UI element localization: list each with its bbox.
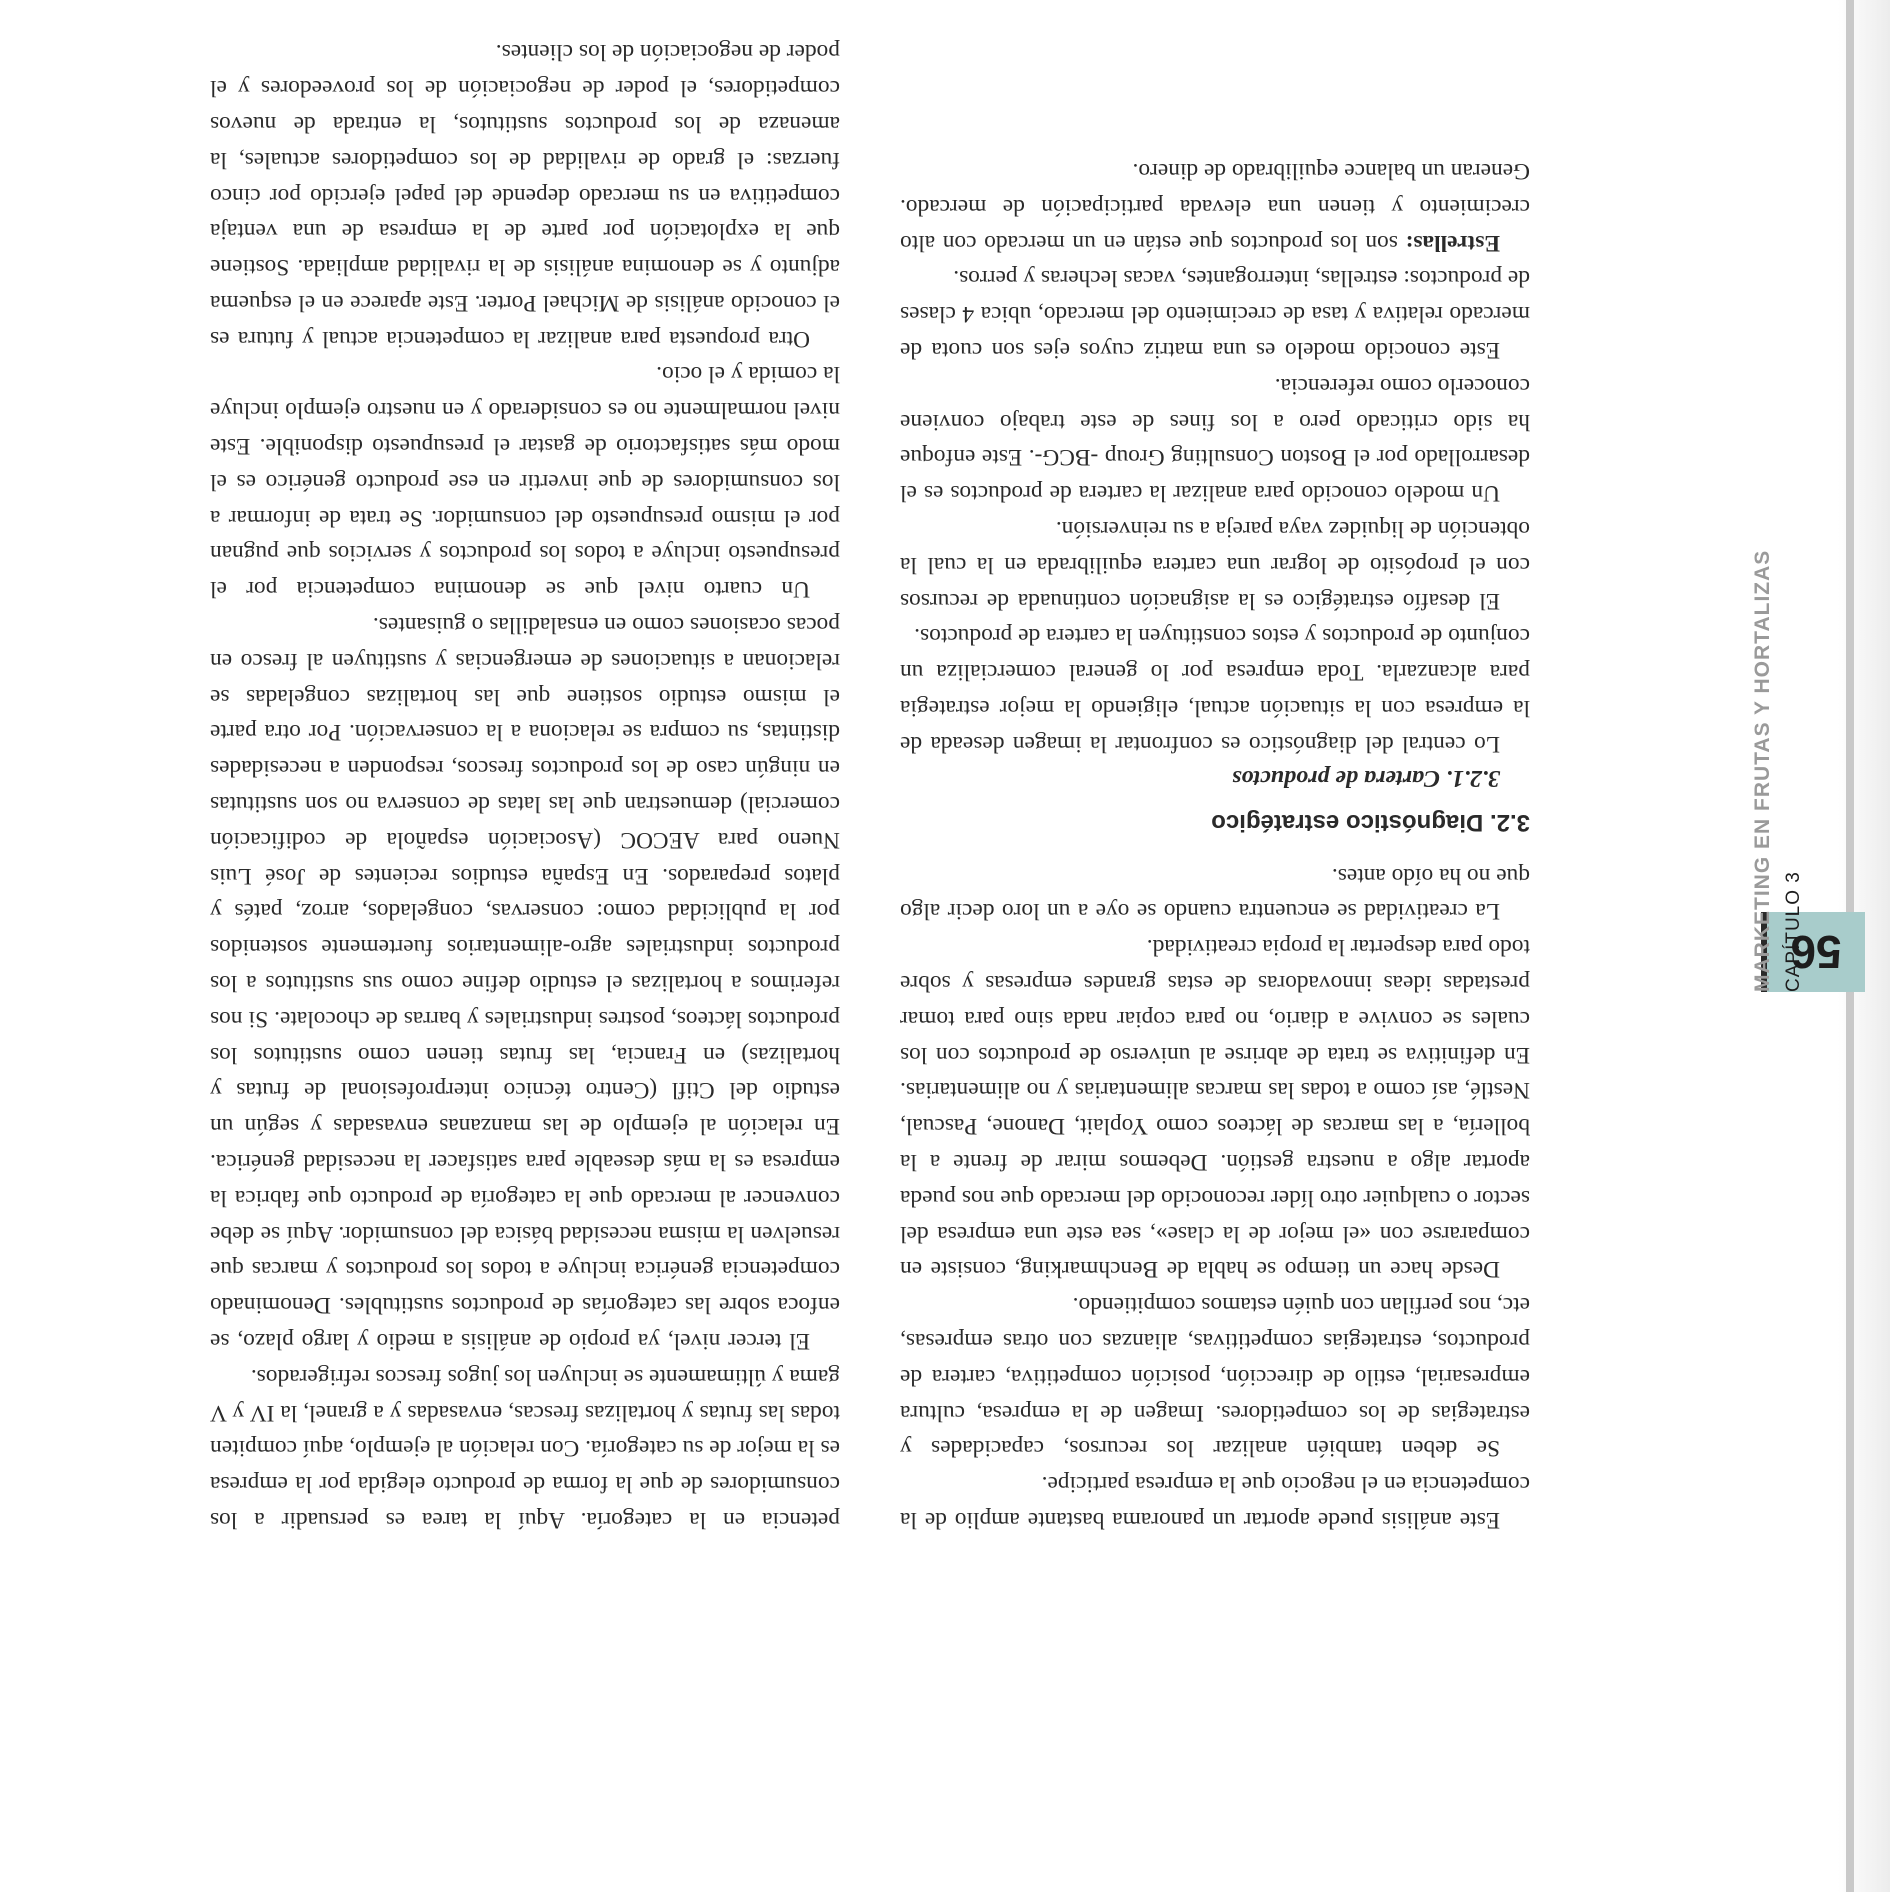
term-definition: son los productos que están en un mercado con alto crecimiento y tienen una elevada participación de mercado. Generan un balance equilibrado de dinero.: [900, 158, 1530, 256]
book-title: MARKETING EN FRUTAS Y HORTALIZAS: [1751, 549, 1774, 992]
right-text-column: [210, 34, 840, 1537]
paragraph: Este análisis puede aportar un panorama bastante amplio de la competencia en el negocio que la empresa participe.: [900, 1471, 1530, 1533]
paragraph: Otra propuesta para analizar la competencia actual y futura es el conocido análisis de Michael Porter. Este aparece en el esquema adjunto y se denomina análisis de la rivalidad ampliada. Sostiene que la explotación por parte de la empresa de una ventaja competitiva en su mercado depende del papel ejercido por cinco fuerzas: el grado de rivalidad de los competidores actuales, la amenaza de los productos sustitutos, la entrada de nuevos competidores, el poder de negociación de los proveedores y el poder de negociación de los clientes.: [210, 39, 840, 352]
paragraph: Este conocido modelo es una matriz cuyos ejes son cuota de mercado relativa y tasa de crecimiento del mercado, ubica 4 clases de productos: estrellas, interrogantes, vacas lecheras y perros.: [900, 265, 1530, 364]
paragraph: El desafío estratégico es la asignación continuada de recursos con el propósito de lograr una cartera equilibrada en la cual la obtención de liquidez vaya pareja a su reinversión.: [900, 516, 1530, 614]
running-header: [1745, 52, 1865, 992]
paragraph: Desde hace un tiempo se habla de Benchmarking, consiste en compararse con «el mejor de la clase», sea este una empresa del sector o cualquier otro líder reconocido del mercado que nos pueda aportar algo a nuestra gestión. Debemos mirar de frente a la bollería, a las marcas de lácteos como Yoplait, Danone, Pascual, Nestlé, así como a todas las marcas alimentarias y no alimentarias. En definitiva se trata de abrirse al universo de productos con los cuales se convive a diario, no para copiar nada sino para tomar prestadas ideas innovadoras de estas grandes empresas y sobre todo para despertar la propia creatividad.: [900, 934, 1530, 1283]
paragraph: Lo central del diagnóstico es confrontar la imagen deseada de la empresa con la situación actual, eligiendo la mejor estrategia para alcanzarla. Toda empresa por lo general comercializa un conjunto de productos y estos constituyen la cartera de productos.: [900, 623, 1530, 757]
term-label: Estrellas:: [1405, 229, 1500, 256]
paragraph: La creatividad se encuentra cuando se oye a un loro decir algo que no ha oído antes.: [900, 862, 1530, 925]
paragraph: [900, 152, 1530, 259]
page-number: 56: [1790, 926, 1842, 978]
section-heading: 3.2. Diagnóstico estratégico: [1211, 808, 1530, 836]
chapter-label: CAPÍTULO 3: [1783, 871, 1804, 992]
paragraph: El tercer nivel, ya propio de análisis a medio y largo plazo, se enfoca sobre las categorías de productos sustitubles. Denominado competencia genérica incluye a todos los productos y marcas que resuelven la misma necesidad básica del consumidor. Aquí se debe convencer al mercado que la categoría de producto que fabrica la empresa es la más deseable para satisfacer la necesidad genérica. En relación al ejemplo de las manzanas envasadas y según un estudio del Ctifl (Centro técnico interprofesional de frutas y hortalizas) en Francia, las frutas tienen como sustitutos los productos lácteos, postres industriales y barras de chocolate. Si nos referimos a hortalizas el estudio define como sus sustitutos a los productos industriales agro-alimentarios fuertemente sostenidos por la publicidad como: conservas, congelados, arroz, patés y platos preparados. En España estudios recientes de José Luis Nueno para AECOC (Asociación española de codificación comercial) demuestran que las latas de conserva no son sustitutas en ningún caso de los productos frescos, responden a necesidades distintas, su compra se relaciona a la conservación. Por otra parte el mismo estudio sostiene que las hortalizas congeladas se relacionan a situaciones de emergencias y sustituyen al fresco en pocas ocasiones como en ensaladillas o guisantes.: [210, 612, 840, 1355]
left-text-column: [900, 152, 1530, 1537]
paragraph: Un modelo conocido para analizar la cartera de productos es el desarrollado por el Boston Consulting Group -BCG-. Este enfoque ha sido criticado pero a los fines de este trabajo conviene conocerlo como referencia.: [900, 372, 1530, 507]
paragraph: Un cuarto nivel que se denomina competencia por el presupuesto incluye a todos los productos y servicios que pugnan por el mismo presupuesto del consumidor. Se trata de informar a los consumidores de que invertir en ese producto genérico es el modo más satisfactorio de gastar el presupuesto disponible. Este nivel normalmente no es considerado y en nuestro ejemplo incluye la comida y el ocio.: [210, 361, 840, 603]
paragraph: petencia en la categoría. Aquí la tarea es persuadir a los consumidores de que la forma de producto elegida por la empresa es la mejor de su categoría. Con relación al ejemplo, aquí compiten todas las frutas y hortalizas frescas, envasadas y a granel, la IV y V gama y últimamente se incluyen los jugos frescos refrigerados.: [210, 1363, 840, 1533]
subsection-heading: 3.2.1. Cartera de productos: [1231, 764, 1500, 791]
paragraph: Se deben también analizar los recursos, capacidades y estrategias de los competidores. Imagen de la empresa, cultura empresarial, estilo de dirección, posición competitiva, cartera de productos, estrategias competitivas, alianzas con otras empresas, etc, nos perfilan con quién estamos compitiendo.: [900, 1292, 1530, 1462]
